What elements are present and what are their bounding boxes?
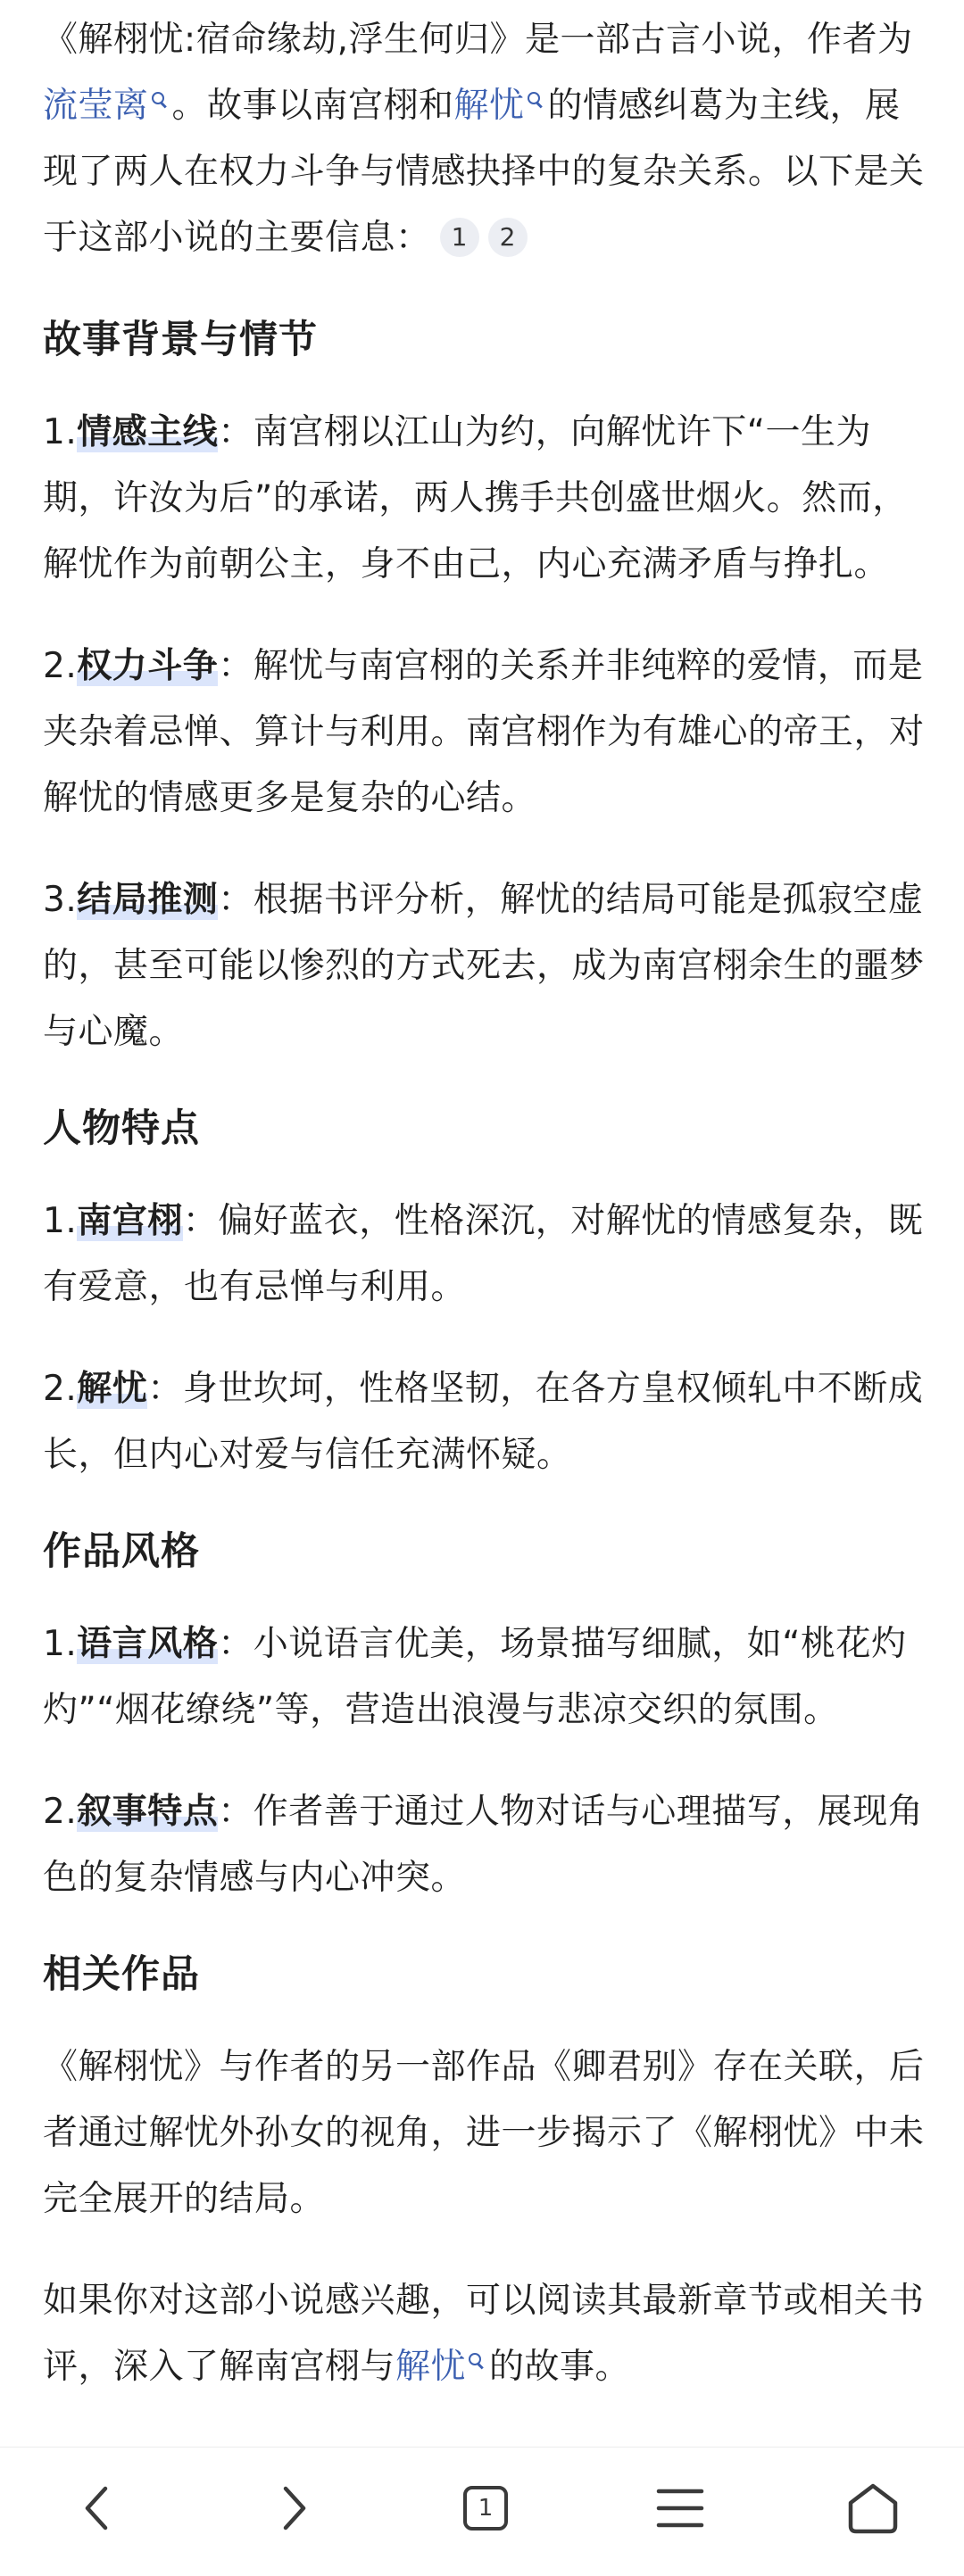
menu-icon xyxy=(655,2486,705,2530)
related-paragraph: 《解栩忧》与作者的另一部作品《卿君别》存在关联，后者通过解忧外孙女的视角，进一步揭示了《解栩忧》中未完全展开的结局。 xyxy=(43,2047,925,2219)
list-item xyxy=(43,400,932,598)
bottom-navigation-bar xyxy=(0,2447,964,2576)
item-keyword: 南宫栩 xyxy=(77,1201,183,1241)
item-text: ：身世坎坷，性格坚韧，在各方皇权倾轧中不断成长，但内心对爱与信任充满怀疑。 xyxy=(43,1369,924,1475)
closing-text-1: 如果你对这部小说感兴趣，可以阅读其最新章节或相关书评，深入了解南宫栩与 xyxy=(43,2281,925,2387)
item-text: ：根据书评分析，解忧的结局可能是孤寂空虚的，甚至可能以惨烈的方式死去，成为南宫栩余生的噩梦与心魔。 xyxy=(43,880,925,1052)
item-text: ：小说语言优美，场景描写细腻，如“桃花灼灼”“烟花缭绕”等，营造出浪漫与悲凉交织的氛围。 xyxy=(43,1624,907,1730)
section-title-style: 作品风格 xyxy=(43,1529,200,1574)
closing-text-2: 的故事。 xyxy=(489,2347,631,2387)
item-keyword: 解忧 xyxy=(77,1369,148,1409)
closing-paragraph xyxy=(43,2268,932,2400)
item-text: ：作者善于通过人物对话与心理描写，展现角色的复杂情感与内心冲突。 xyxy=(43,1792,924,1898)
home-icon xyxy=(845,2481,901,2535)
item-keyword: 情感主线 xyxy=(77,412,219,452)
item-number: 1. xyxy=(43,1201,78,1241)
tab-count: 1 xyxy=(478,2495,494,2522)
home-button[interactable] xyxy=(837,2472,909,2544)
item-keyword: 叙事特点 xyxy=(77,1792,219,1832)
forward-button[interactable] xyxy=(259,2472,330,2544)
heroine-link[interactable] xyxy=(454,86,548,126)
item-number: 2. xyxy=(43,1792,78,1832)
item-number: 1. xyxy=(43,412,78,452)
answer-content xyxy=(43,7,932,2400)
menu-button[interactable] xyxy=(644,2472,716,2544)
author-link[interactable] xyxy=(43,86,172,126)
tabs-button[interactable] xyxy=(450,2472,521,2544)
section-title-related: 相关作品 xyxy=(43,1952,200,1997)
item-number: 1. xyxy=(43,1624,78,1664)
author-link-label: 流莹离 xyxy=(43,86,149,126)
list-item xyxy=(43,634,932,832)
forward-icon xyxy=(277,2481,312,2535)
item-keyword: 结局推测 xyxy=(77,880,219,920)
search-icon xyxy=(468,2351,484,2378)
item-text: ：偏好蓝衣，性格深沉，对解忧的情感复杂，既有爱意，也有忌惮与利用。 xyxy=(43,1201,924,1307)
citation-badge-2[interactable]: 2 xyxy=(488,218,528,257)
section-title-background: 故事背景与情节 xyxy=(43,318,318,362)
item-text: ：解忧与南宫栩的关系并非纯粹的爱情，而是夹杂着忌惮、算计与利用。南宫栩作为有雄心的帝王，对解忧的情感更多是复杂的心结。 xyxy=(43,646,925,818)
citation-badge-1[interactable]: 1 xyxy=(440,218,479,257)
back-button[interactable] xyxy=(61,2472,132,2544)
list-item xyxy=(43,1611,932,1744)
item-number: 3. xyxy=(43,880,78,920)
intro-text-2: 。故事以南宫栩和 xyxy=(171,86,454,126)
list-item xyxy=(43,1356,932,1488)
list-item xyxy=(43,1189,932,1321)
list-item xyxy=(43,1779,932,1911)
heroine-link-label: 解忧 xyxy=(453,86,525,126)
item-number: 2. xyxy=(43,1369,78,1409)
closing-link-label: 解忧 xyxy=(395,2347,467,2387)
closing-heroine-link[interactable] xyxy=(395,2347,489,2387)
search-icon xyxy=(151,90,167,117)
back-icon xyxy=(79,2481,114,2535)
intro-text-3: 的情感纠葛为主线，展现了两人在权力斗争与情感抉择中的复杂关系。以下是关于这部小说的主要信息： xyxy=(43,86,925,258)
search-icon xyxy=(527,90,543,117)
section-title-characters: 人物特点 xyxy=(43,1106,200,1151)
item-keyword: 权力斗争 xyxy=(77,646,219,686)
item-keyword: 语言风格 xyxy=(77,1624,219,1664)
list-item xyxy=(43,867,932,1065)
item-number: 2. xyxy=(43,646,78,686)
intro-paragraph xyxy=(43,7,932,271)
item-text: ：南宫栩以江山为约，向解忧许下“一生为期，许汝为后”的承诺，两人携手共创盛世烟火。然而，解忧作为前朝公主，身不由己，内心充满矛盾与挣扎。 xyxy=(43,412,908,584)
intro-text-1: 《解栩忧:宿命缘劫,浮生何归》是一部古言小说，作者为 xyxy=(43,20,913,60)
